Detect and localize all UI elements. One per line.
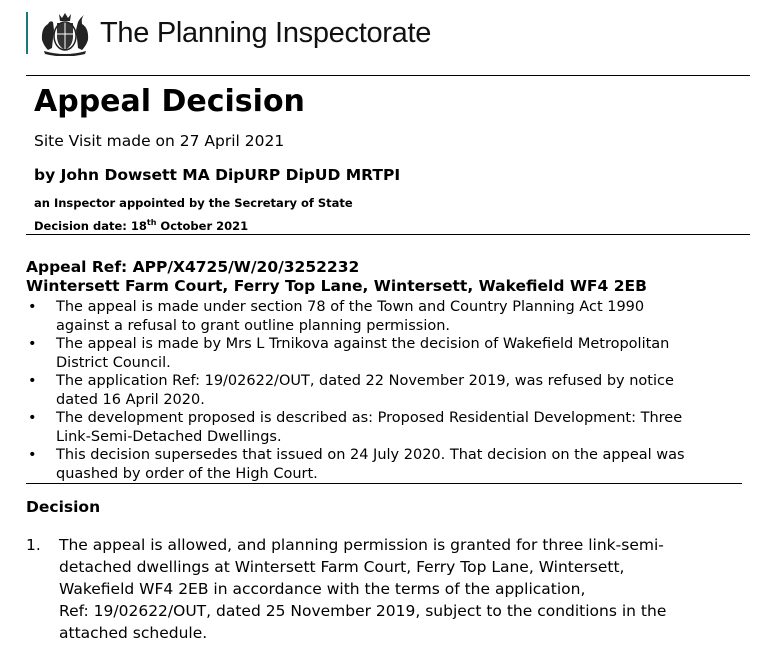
header bbox=[26, 10, 431, 56]
list-item bbox=[26, 372, 746, 409]
paragraph-line: Ref: 19/02622/OUT, dated 25 November 2019, subject to the conditions in the bbox=[59, 602, 667, 620]
bullet-line: The application Ref: 19/02622/OUT, dated 22 November 2019, was refused by notice bbox=[56, 373, 674, 389]
paragraph-text bbox=[59, 534, 746, 644]
paragraph-line: attached schedule. bbox=[59, 624, 208, 642]
list-item bbox=[26, 446, 746, 483]
bullet-line: against a refusal to grant outline planning permission. bbox=[56, 317, 451, 334]
decision-heading: Decision bbox=[26, 498, 101, 516]
bullet-line: dated 16 April 2020. bbox=[56, 391, 205, 408]
page-title: Appeal Decision bbox=[34, 84, 305, 119]
paragraph-line: The appeal is allowed, and planning permission is granted for three link-semi- bbox=[59, 536, 664, 554]
list-item bbox=[26, 298, 746, 335]
bullet-line: Link-Semi-Detached Dwellings. bbox=[56, 428, 282, 445]
inspector-name: by John Dowsett MA DipURP DipUD MRTPI bbox=[34, 166, 401, 184]
royal-crest-icon bbox=[38, 10, 92, 56]
paragraph-number: 1. bbox=[26, 536, 41, 554]
bullet-icon: • bbox=[28, 299, 37, 315]
appeal-reference: Appeal Ref: APP/X4725/W/20/3252232 bbox=[26, 258, 360, 276]
organisation-name: The Planning Inspectorate bbox=[100, 16, 432, 49]
bullet-icon: • bbox=[28, 336, 37, 352]
bullet-line: This decision supersedes that issued on 24 July 2020. That decision on the appeal was bbox=[56, 447, 685, 463]
bullet-line: The development proposed is described as: Proposed Residential Development: Three bbox=[56, 410, 683, 426]
decision-date-rest: October 2021 bbox=[156, 218, 249, 233]
appointment-line: an Inspector appointed by the Secretary of State bbox=[34, 196, 353, 210]
appeal-details-list bbox=[26, 298, 746, 483]
bullet-line: quashed by order of the High Court. bbox=[56, 465, 318, 482]
bullet-icon: • bbox=[28, 447, 37, 463]
decision-date-ordinal: th bbox=[146, 218, 157, 227]
site-visit-line: Site Visit made on 27 April 2021 bbox=[34, 132, 285, 150]
list-item bbox=[26, 335, 746, 372]
header-accent-bar bbox=[26, 12, 28, 54]
bullet-line: The appeal is made under section 78 of the Town and Country Planning Act 1990 bbox=[56, 299, 645, 315]
bullet-line: The appeal is made by Mrs L Trnikova against the decision of Wakefield Metropolitan bbox=[56, 336, 670, 352]
bullet-icon: • bbox=[28, 373, 37, 389]
decision-paragraph bbox=[26, 534, 746, 644]
decision-date bbox=[34, 218, 248, 233]
bullet-line: District Council. bbox=[56, 354, 171, 371]
paragraph-line: detached dwellings at Wintersett Farm Court, Ferry Top Lane, Wintersett, bbox=[59, 558, 625, 576]
title-block-divider bbox=[26, 234, 750, 235]
paragraph-line: Wakefield WF4 2EB in accordance with the terms of the application, bbox=[59, 580, 586, 598]
site-address: Wintersett Farm Court, Ferry Top Lane, Wintersett, Wakefield WF4 2EB bbox=[26, 277, 647, 295]
bullet-icon: • bbox=[28, 410, 37, 426]
summary-divider bbox=[26, 483, 742, 484]
header-divider bbox=[26, 75, 750, 76]
decision-date-prefix: Decision date: 18 bbox=[34, 218, 147, 233]
list-item bbox=[26, 409, 746, 446]
